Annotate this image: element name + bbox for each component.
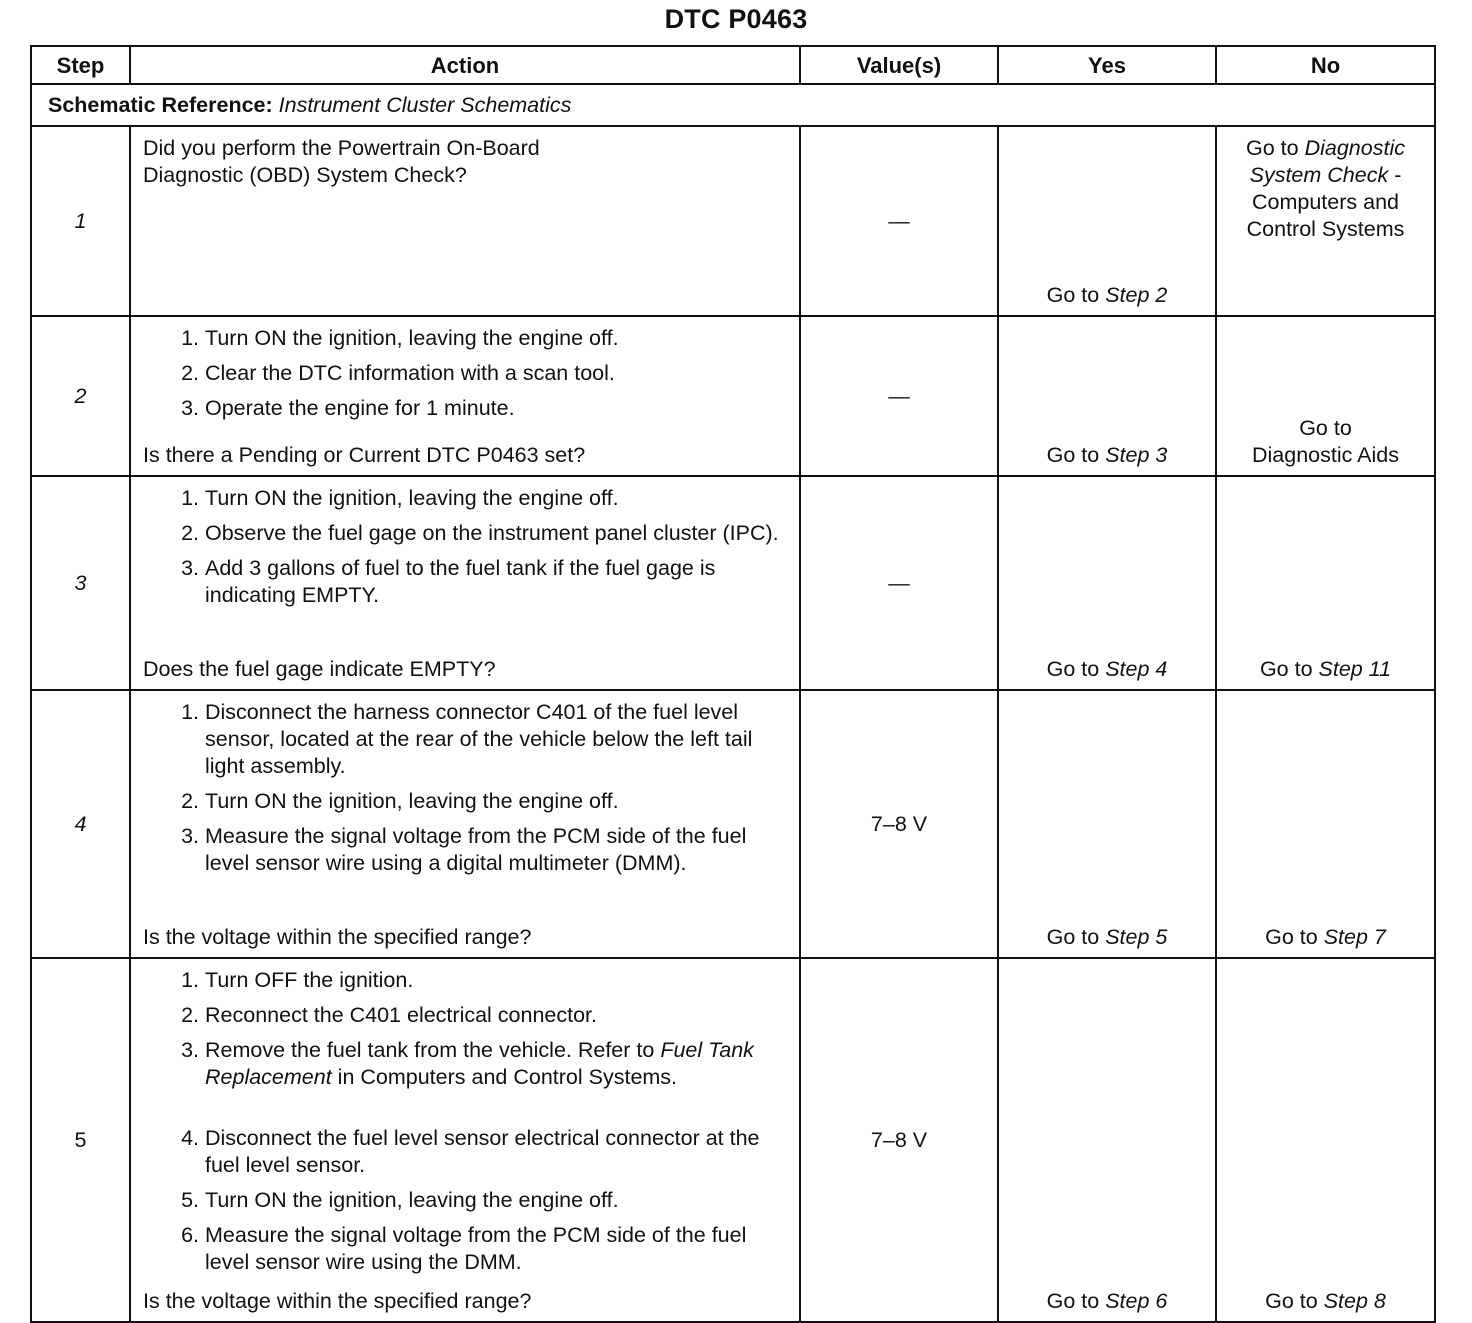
yes-cell: Go to Step 5	[998, 690, 1216, 958]
value-cell: 7–8 V	[800, 958, 998, 1322]
no-cell: Go to Step 11	[1216, 476, 1435, 690]
yes-cell: Go to Step 2	[998, 126, 1216, 316]
action-cell	[130, 690, 800, 958]
no-cell: Go to Step 8	[1216, 958, 1435, 1322]
schematic-link: Instrument Cluster Schematics	[278, 92, 572, 117]
table-row	[31, 958, 1435, 1322]
list-item: 6. Measure the signal voltage from the PCM side of the fuel level sensor wire using the DMM.	[181, 1223, 747, 1274]
value-cell: —	[800, 476, 998, 690]
list-item: 1. Turn ON the ignition, leaving the engine off.	[181, 326, 619, 350]
page-title: DTC P0463	[664, 4, 808, 34]
no-cell: Go to Step 7	[1216, 690, 1435, 958]
action-cell	[130, 126, 800, 316]
list-item: 1. Disconnect the harness connector C401 of the fuel level sensor, located at the rear of the vehicle below the left tail light assembly.	[181, 700, 753, 778]
list-item: 3. Add 3 gallons of fuel to the fuel tank if the fuel gage is indicating EMPTY.	[181, 556, 716, 607]
list-item: 2. Turn ON the ignition, leaving the engine off.	[181, 789, 619, 813]
list-item: 1. Turn ON the ignition, leaving the engine off.	[181, 486, 619, 510]
step-number: 4	[31, 690, 130, 958]
schematic-label: Schematic Reference:	[48, 92, 273, 117]
list-item: 2. Clear the DTC information with a scan tool.	[181, 361, 615, 385]
list-item: 3. Remove the fuel tank from the vehicle. Refer to Fuel Tank Replacement in Computers and Control Systems.	[181, 1038, 754, 1089]
yes-cell: Go to Step 4	[998, 476, 1216, 690]
list-item: 3. Operate the engine for 1 minute.	[181, 396, 515, 420]
question-text: Is the voltage within the specified range?	[143, 1289, 532, 1313]
step-number: 5	[31, 958, 130, 1322]
table-row	[31, 476, 1435, 690]
list-item: 5. Turn ON the ignition, leaving the engine off.	[181, 1188, 619, 1212]
schematic-reference	[31, 84, 1435, 126]
action-cell	[130, 316, 800, 476]
no-cell: Go to Diagnostic System Check - Computers and Control Systems	[1216, 126, 1435, 316]
header-values: Value(s)	[800, 46, 998, 84]
table-row	[31, 316, 1435, 476]
question-text: Is the voltage within the specified range?	[143, 925, 532, 949]
question-text: Did you perform the Powertrain On-Board Diagnostic (OBD) System Check?	[143, 136, 540, 187]
yes-cell: Go to Step 3	[998, 316, 1216, 476]
step-number: 2	[31, 316, 130, 476]
list-item: 2. Observe the fuel gage on the instrument panel cluster (IPC).	[181, 521, 779, 545]
schematic-row	[31, 84, 1435, 126]
list-item: 2. Reconnect the C401 electrical connector.	[181, 1003, 598, 1027]
step-number: 3	[31, 476, 130, 690]
list-item: 4. Disconnect the fuel level sensor electrical connector at the fuel level sensor.	[181, 1126, 760, 1177]
value-cell: —	[800, 126, 998, 316]
list-item: 1. Turn OFF the ignition.	[181, 968, 414, 992]
action-cell	[130, 958, 800, 1322]
question-text: Is there a Pending or Current DTC P0463 set?	[143, 443, 586, 467]
value-cell: 7–8 V	[800, 690, 998, 958]
header-row	[31, 46, 1435, 84]
header-step: Step	[31, 46, 130, 84]
table-row	[31, 126, 1435, 316]
question-text: Does the fuel gage indicate EMPTY?	[143, 657, 496, 681]
step-number: 1	[31, 126, 130, 316]
value-cell: —	[800, 316, 998, 476]
no-cell: Go to Diagnostic Aids	[1216, 316, 1435, 476]
header-yes: Yes	[998, 46, 1216, 84]
header-no: No	[1216, 46, 1435, 84]
yes-cell: Go to Step 6	[998, 958, 1216, 1322]
table-row	[31, 690, 1435, 958]
action-cell	[130, 476, 800, 690]
list-item: 3. Measure the signal voltage from the PCM side of the fuel level sensor wire using a digital multimeter (DMM).	[181, 824, 747, 875]
header-action: Action	[130, 46, 800, 84]
diagnostic-table	[30, 45, 1436, 1323]
